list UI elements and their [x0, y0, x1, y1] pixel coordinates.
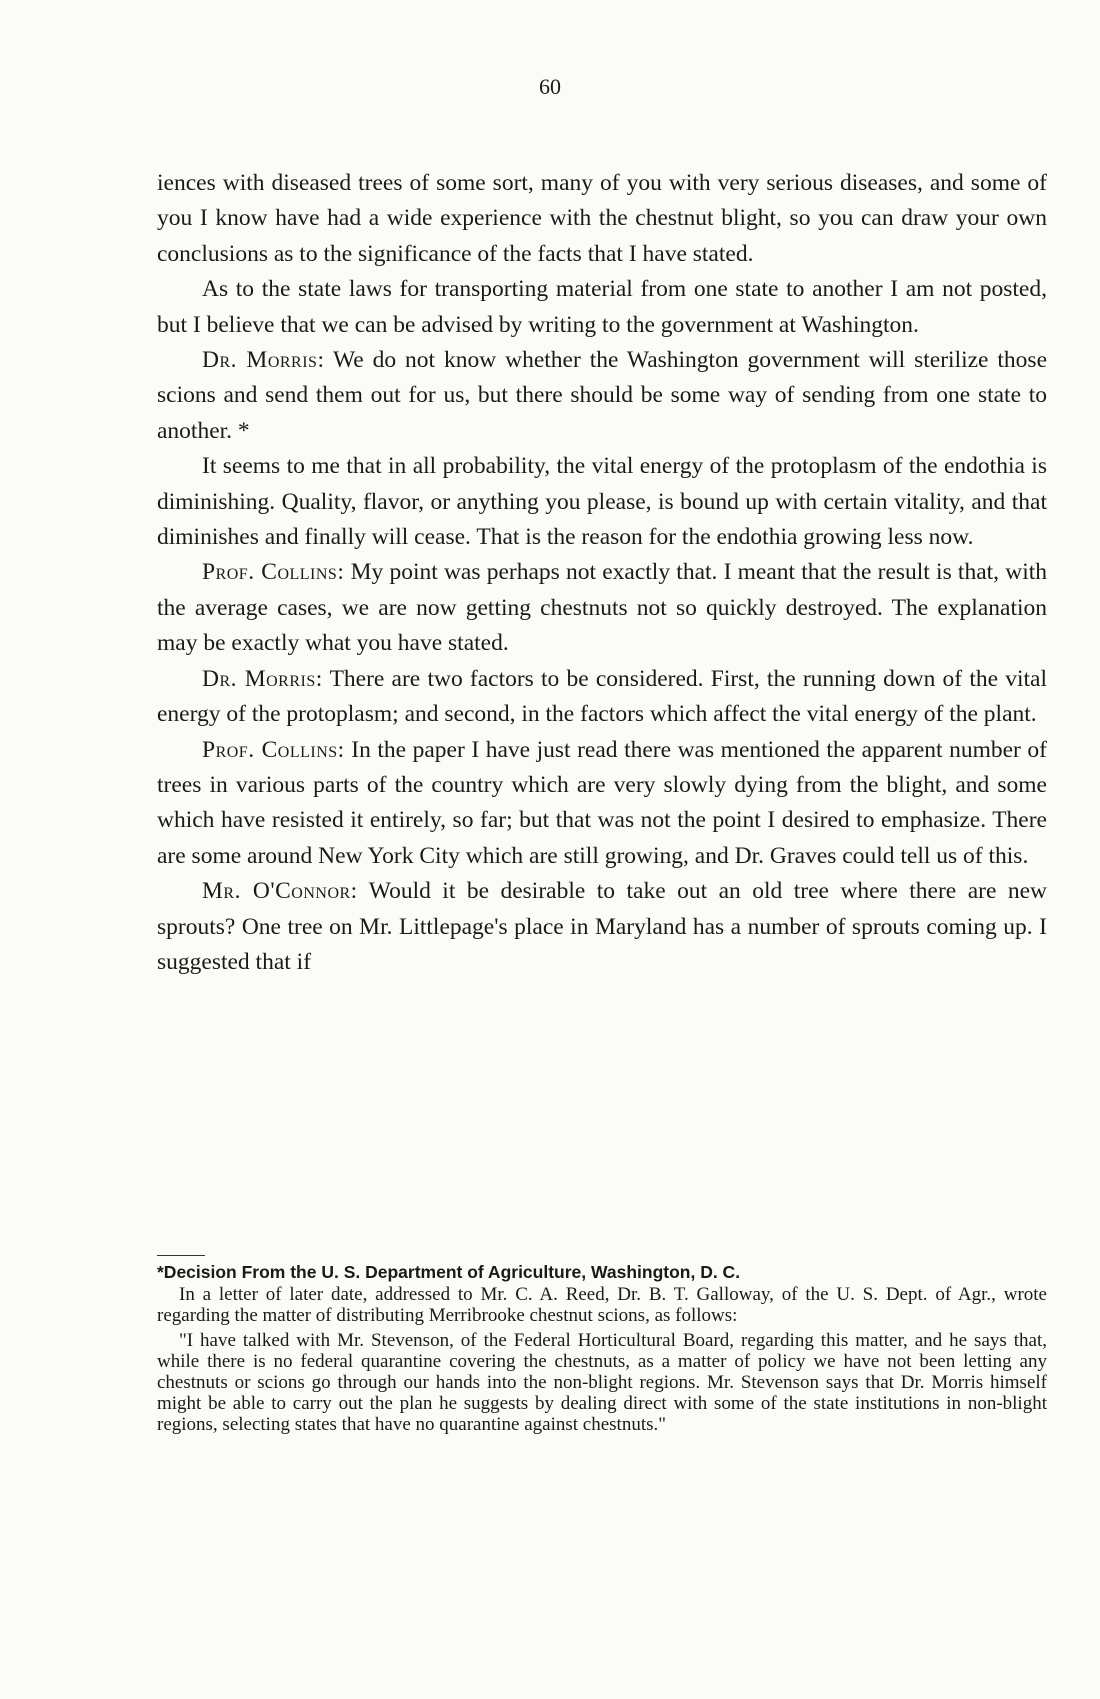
paragraph [157, 555, 1047, 661]
paragraph [157, 662, 1047, 733]
paragraph-text: My point was perhaps not exactly that. I meant that the result is that, with the average cases, we are now getting chestnuts not so quickly destroyed. The explanation may be exactly what you have stated. [157, 559, 1048, 657]
paragraph-text: We do not know whether the Washington government will sterilize those scions and send them out for us, but there should be some way of sending from one state to another. * [157, 347, 1048, 444]
page-number: 60 [539, 74, 561, 99]
speaker-name: Dr. Morris: [202, 347, 325, 374]
footnote [157, 1262, 1047, 1435]
footnote-rule [157, 1255, 205, 1256]
paragraph: It seems to me that in all probability, the vital energy of the protoplasm of the endothia is diminishing. Quality, flavor, or anything you please, is bound up with certain vitality, and that diminishes and finally will cease. That is the reason for the endothia growing less now. [157, 453, 1047, 551]
speaker-name: Prof. Collins: [202, 559, 345, 586]
paragraph-text: There are two factors to be considered. First, the running down of the vital energy of the protoplasm; and second, in the factors which affect the vital energy of the plant. [157, 665, 1048, 728]
paragraph-text: Would it be desirable to take out an old tree where there are new sprouts? One tree on Mr. Littlepage's place in Maryland has a number of sprouts coming up. I suggested that if [157, 878, 1047, 975]
footnote-body: In a letter of later date, addressed to Mr. C. A. Reed, Dr. B. T. Galloway, of the U. S. Dept. of Agr., wrote regarding the matter of distributing Merribrooke chestnut scions, as follows: [157, 1284, 1047, 1326]
paragraph [157, 343, 1047, 449]
speaker-name: Prof. Collins: [202, 736, 345, 763]
paragraph: iences with diseased trees of some sort, many of you with very serious diseases, and some of you I know have had a wide experience with the chestnut blight, so you can draw your own conclusions as to the significance of the facts that I have stated. [157, 170, 1047, 267]
speaker-name: Dr. Morris: [202, 665, 323, 692]
paragraph: As to the state laws for transporting material from one state to another I am not posted, but I believe that we can be advised by writing to the government at Washington. [157, 276, 1047, 338]
speaker-name: Mr. O'Connor: [202, 878, 358, 905]
footnote-heading: *Decision From the U. S. Department of Agriculture, Washington, D. C. [157, 1262, 741, 1282]
main-text [157, 166, 1047, 980]
paragraph-text: In the paper I have just read there was mentioned the apparent number of trees in various parts of the country which are very slowly dying from the blight, and some which have resisted it entirely, so far; but that was not the point I desired to emphasize. There are some around New York City which are still growing, and Dr. Graves could tell us of this. [157, 736, 1048, 869]
paragraph [157, 874, 1047, 980]
paragraph [157, 733, 1047, 875]
footnote-quote: "I have talked with Mr. Stevenson, of the Federal Horticultural Board, regarding this matter, and he says that, while there is no federal quarantine covering the chestnuts, as a matter of policy we have not been letting any chestnuts or scions go through our hands into the non-blight regions. Mr. Stevenson says that Dr. Morris himself might be able to carry out the plan he suggests by dealing direct with some of the state institutions in non-blight regions, selecting states that have no quarantine against chestnuts." [157, 1330, 1047, 1435]
